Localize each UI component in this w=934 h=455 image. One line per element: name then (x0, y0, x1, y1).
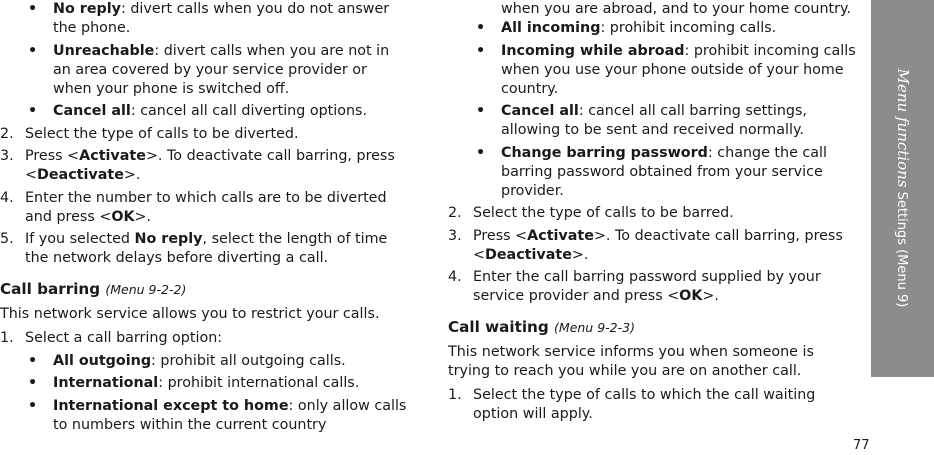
step-text: >. To deactivate call barring, press < (473, 227, 843, 263)
list-item (448, 19, 858, 38)
option-term: International except to home (53, 397, 289, 414)
step-number: 4. (448, 269, 462, 285)
bullet-icon: • (476, 42, 486, 59)
option-term: Unreachable (53, 42, 155, 59)
step-text: >. To deactivate call barring, press < (25, 148, 395, 183)
call-barring-step-1 (0, 329, 410, 348)
bullet-icon: • (28, 42, 38, 59)
numbered-step (448, 204, 858, 223)
step-number: 2. (0, 125, 14, 142)
right-column (448, 0, 858, 428)
barring-options-list (0, 352, 410, 435)
step-text: Press < (25, 148, 80, 164)
call-barring-menu-ref: (Menu 9-2-2) (105, 282, 187, 297)
tab-title: Menu functions (894, 68, 912, 188)
call-waiting-heading (448, 318, 858, 337)
step-text: >. (123, 167, 141, 183)
numbered-step (448, 227, 858, 265)
option-description: : divert calls when you are not in an area covered by your service provider or when your phone is switched off. (53, 42, 390, 97)
step-text: Select a call barring option: (25, 330, 223, 346)
tab-subtitle: Settings (Menu 9) (894, 191, 909, 308)
bullet-icon: • (28, 352, 38, 369)
continued-text: when you are abroad, and to your home country. (501, 1, 851, 17)
numbered-step (0, 125, 410, 144)
step-number: 2. (448, 205, 462, 221)
key-label: No reply (134, 231, 203, 247)
option-description: : only allow calls to numbers within the current country (53, 397, 407, 433)
bullet-icon: • (28, 397, 38, 414)
bullet-icon: • (476, 20, 486, 36)
option-term: Change barring password (501, 144, 708, 161)
diverting-options-list (0, 0, 410, 121)
list-item (0, 0, 410, 38)
bullet-icon: • (476, 103, 486, 119)
key-label: Deactivate (36, 167, 124, 183)
key-label: Activate (79, 148, 146, 164)
step-text: Select the type of calls to which the call waiting option will apply. (473, 387, 816, 422)
key-label: OK (111, 208, 135, 225)
option-term: All incoming (501, 20, 601, 36)
list-item (0, 102, 410, 121)
step-text: Press < (473, 227, 528, 244)
list-item (0, 374, 410, 393)
page-number: 77 (853, 438, 870, 453)
key-label: Deactivate (484, 246, 572, 263)
numbered-step (448, 268, 858, 306)
key-label: OK (679, 288, 703, 304)
barring-options-list-continued (448, 19, 858, 201)
step-text: , select the length of time the network delays before diverting a call. (25, 231, 388, 266)
bullet-icon: • (28, 103, 38, 119)
option-term: Incoming while abroad (501, 42, 685, 59)
numbered-step (0, 189, 410, 227)
option-description: : prohibit all outgoing calls. (151, 352, 346, 369)
barring-steps (448, 204, 858, 306)
option-description: : cancel all call barring settings, allowing to be sent and received normally. (501, 103, 807, 138)
list-item (0, 352, 410, 371)
call-waiting-step-1 (448, 386, 858, 424)
option-term: No reply (53, 1, 121, 17)
step-text: Enter the call barring password supplied by your service provider and press < (473, 269, 821, 304)
step-text: Select the type of calls to be diverted. (25, 125, 299, 142)
option-description: : prohibit incoming calls. (600, 20, 777, 36)
bullet-icon: • (28, 1, 38, 17)
call-barring-heading (0, 280, 410, 299)
step-text: >. (134, 208, 152, 225)
step-number: 1. (0, 330, 14, 346)
call-barring-intro: This network service allows you to restrict your calls. (0, 306, 380, 322)
section-tab-label (892, 69, 912, 308)
call-waiting-intro: This network service informs you when someone is trying to reach you while you are on another call. (448, 344, 814, 379)
list-item (448, 42, 858, 99)
step-text: If you selected (25, 231, 135, 247)
key-label: Activate (527, 227, 594, 244)
step-number: 1. (448, 387, 462, 403)
list-item (0, 397, 410, 435)
step-text: >. (571, 246, 589, 263)
call-waiting-title: Call waiting (448, 318, 549, 336)
option-term: Cancel all (501, 103, 579, 119)
option-description: : prohibit international calls. (158, 375, 360, 391)
left-column (0, 0, 410, 438)
step-number: 3. (0, 148, 14, 164)
option-description: : change the call barring password obtained from your service provider. (501, 144, 828, 199)
list-item (0, 42, 410, 99)
option-term: All outgoing (53, 352, 152, 369)
list-item (448, 102, 858, 140)
step-number: 4. (0, 189, 14, 206)
numbered-step (0, 147, 410, 185)
diverting-steps (0, 125, 410, 269)
option-description: : cancel all call diverting options. (130, 103, 368, 119)
option-term: International (53, 375, 159, 391)
option-description: : divert calls when you do not answer the phone. (53, 1, 390, 36)
numbered-step (0, 230, 410, 268)
step-text: >. (702, 288, 719, 304)
call-waiting-menu-ref: (Menu 9-2-3) (554, 320, 635, 335)
call-barring-title: Call barring (0, 280, 101, 298)
list-item (448, 144, 858, 201)
bullet-icon: • (476, 144, 486, 161)
step-text: Select the type of calls to be barred. (473, 205, 734, 221)
option-term: Cancel all (53, 103, 131, 119)
option-description: : prohibit incoming calls when you use your phone outside of your home country. (501, 42, 856, 97)
step-number: 3. (448, 227, 462, 244)
step-text: Enter the number to which calls are to be diverted and press < (25, 189, 387, 225)
step-number: 5. (0, 231, 14, 247)
bullet-icon: • (28, 375, 38, 391)
